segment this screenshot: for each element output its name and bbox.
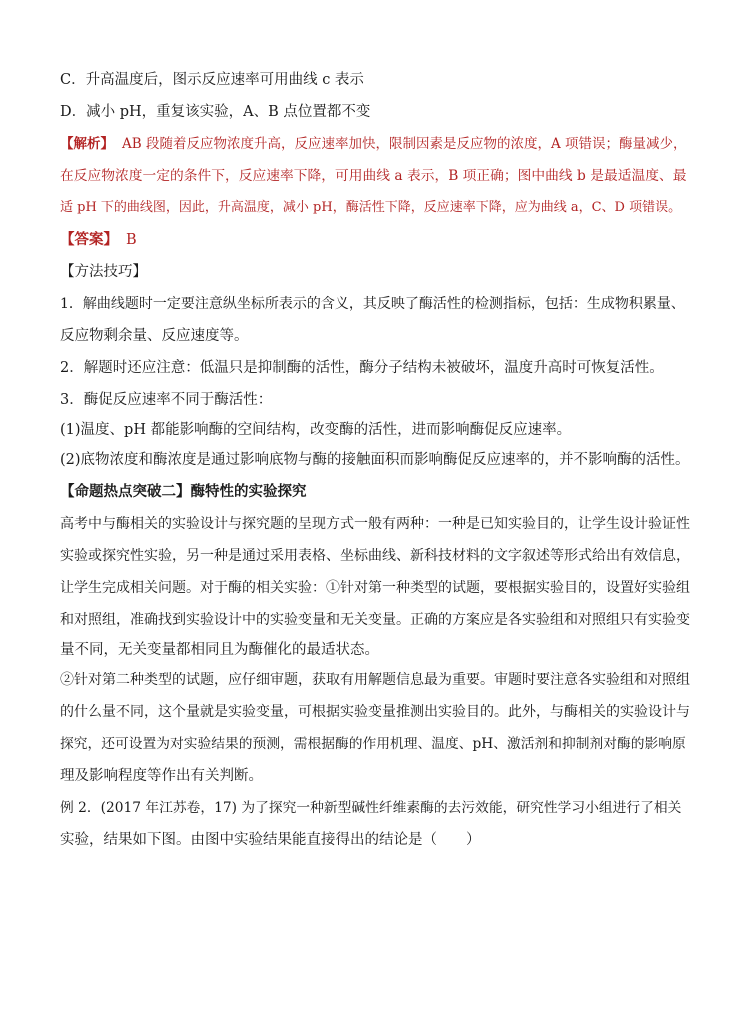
hotspot-line-1: 高考中与酶相关的实验设计与探究题的呈现方式一般有两种：一种是已知实验目的，让学生设计验证性: [60, 516, 690, 532]
method-heading: 【方法技巧】: [60, 264, 147, 280]
analysis-text-2: 在反应物浓度一定的条件下，反应速率下降，可用曲线 a 表示，B 项正确；图中曲线 b 是最适温度、最: [60, 168, 687, 184]
hotspot-line-7: 的什么量不同，这个量就是实验变量，可根据实验变量推测出实验目的。此外，与酶相关的实验设计与: [60, 704, 690, 720]
hotspot-line-4: 和对照组，准确找到实验设计中的实验变量和无关变量。正确的方案应是各实验组和对照组只有实验变: [60, 612, 690, 628]
hotspot-line-8: 探究，还可设置为对实验结果的预测，需根据酶的作用机理、温度、pH、激活剂和抑制剂对酶的影响原: [60, 736, 686, 752]
method-line-1: 1．解曲线题时一定要注意纵坐标所表示的含义，其反映了酶活性的检测指标，包括：生成物积累量、: [60, 296, 685, 312]
analysis-text-1: AB 段随着反应物浓度升高，反应速率加快，限制因素是反应物的浓度，A 项错误；酶量减少，: [122, 136, 687, 152]
option-c: C．升高温度后，图示反应速率可用曲线 c 表示: [60, 72, 364, 88]
method-line-2: 反应物剩余量、反应速度等。: [60, 328, 249, 344]
hotspot-line-2: 实验或探究性实验，另一种是通过采用表格、坐标曲线、新科技材料的文字叙述等形式给出有效信息，: [60, 548, 690, 564]
method-line-5: (1)温度、pH 都能影响酶的空间结构，改变酶的活性，进而影响酶促反应速率。: [60, 422, 572, 438]
answer-tag: 【答案】: [60, 231, 118, 248]
analysis-tag: 【解析】: [60, 136, 114, 152]
hotspot-line-3: 让学生完成相关问题。对于酶的相关实验：①针对第一种类型的试题，要根据实验目的，设置好实验组: [60, 580, 690, 596]
method-line-4: 3．酶促反应速率不同于酶活性：: [60, 392, 273, 408]
answer-value: B: [126, 232, 137, 248]
hotspot-line-9: 理及影响程度等作出有关判断。: [60, 768, 263, 784]
analysis-text-3: 适 pH 下的曲线图，因此，升高温度，减小 pH，酶活性下降，反应速率下降，应为曲线 a，C、D 项错误。: [60, 200, 682, 215]
hotspot-line-5: 量不同，无关变量都相同且为酶催化的最适状态。: [60, 642, 379, 658]
method-line-6: (2)底物浓度和酶浓度是通过影响底物与酶的接触面积而影响酶促反应速率的，并不影响酶的活性。: [60, 452, 690, 468]
hotspot-line-6: ②针对第二种类型的试题，应仔细审题，获取有用解题信息最为重要。审题时要注意各实验组和对照组: [60, 672, 690, 688]
analysis-line-1: [60, 134, 692, 154]
answer-line: [60, 230, 692, 250]
hotspot-heading: 【命题热点突破二】酶特性的实验探究: [60, 483, 307, 500]
example-line-1: 例 2．(2017 年江苏卷，17) 为了探究一种新型碱性纤维素酶的去污效能，研究性学习小组进行了相关: [60, 800, 682, 816]
option-d: D．减小 pH，重复该实验，A、B 点位置都不变: [60, 104, 371, 120]
example-line-2: 实验，结果如下图。由图中实验结果能直接得出的结论是（ ）: [60, 832, 481, 848]
method-line-3: 2．解题时还应注意：低温只是抑制酶的活性，酶分子结构未被破坏，温度升高时可恢复活性。: [60, 360, 664, 376]
